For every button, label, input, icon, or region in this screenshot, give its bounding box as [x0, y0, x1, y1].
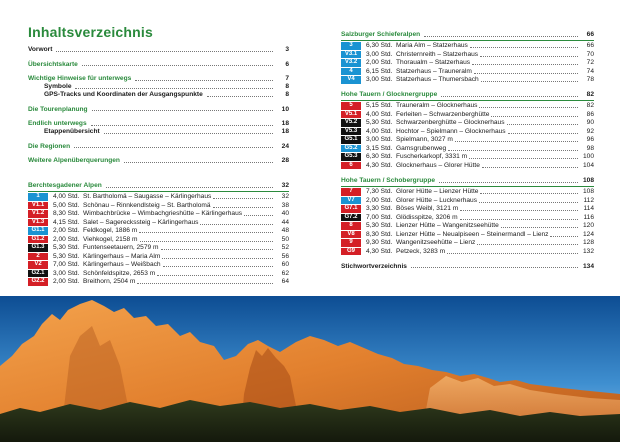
tour-code-badge: G5.2 [341, 145, 361, 153]
tour-row[interactable] [341, 205, 594, 214]
toc-entry-page: 3 [285, 46, 289, 53]
toc-entry-weitere-alpenueberquerungen[interactable] [28, 157, 289, 165]
tour-duration: 5,30 Std. [53, 252, 80, 260]
tour-duration: 3,30 Std. [366, 205, 393, 212]
tour-page: 112 [583, 196, 594, 204]
section-heading[interactable] [341, 177, 594, 185]
tour-title: Thoraualm – Statzerhaus [396, 59, 471, 67]
tour-row[interactable] [341, 239, 594, 248]
tour-page: 66 [586, 42, 594, 50]
tour-duration: 5,15 Std. [366, 102, 393, 110]
tour-code-badge: V5.2 [341, 119, 361, 127]
tour-page: 124 [582, 230, 594, 238]
leader-dots [441, 96, 578, 97]
toc-entry-label: Symbole [44, 83, 72, 91]
tour-duration: 4,30 Std. [366, 247, 393, 255]
section-heading-page: 66 [586, 31, 594, 38]
tour-row[interactable] [341, 119, 594, 128]
tour-row[interactable] [28, 210, 289, 219]
toc-right-column [341, 31, 594, 270]
tour-page: 120 [582, 222, 594, 229]
leader-dots [455, 141, 578, 142]
tour-code-badge: G1.1 [28, 227, 48, 235]
tour-title: Maria Alm – Statzerhaus [396, 42, 468, 50]
tour-row[interactable] [341, 50, 594, 59]
toc-entry-page: 134 [582, 262, 594, 270]
leader-dots [508, 133, 578, 134]
leader-dots [411, 267, 578, 268]
tour-code-badge: G5.1 [341, 136, 361, 144]
tour-title: Fuscherkarkopf, 3331 m [396, 153, 468, 161]
tour-row[interactable] [341, 67, 594, 76]
tour-code-badge: V7 [341, 197, 361, 205]
section-divider [341, 186, 594, 187]
tour-row[interactable] [28, 261, 289, 270]
leader-dots [162, 258, 273, 259]
leader-dots [460, 219, 578, 220]
tour-duration: 2,00 Std. [53, 235, 80, 243]
tour-page: 50 [281, 235, 289, 243]
leader-dots [106, 187, 273, 188]
toc-entry-label: Weitere Alpenüberquerungen [28, 157, 120, 165]
tour-duration: 5,30 Std. [366, 222, 393, 229]
tour-page: 72 [586, 59, 594, 67]
section-heading-page: 32 [281, 182, 289, 190]
tour-page: 114 [583, 205, 594, 212]
tour-page: 52 [281, 244, 289, 252]
leader-dots [460, 210, 578, 211]
leader-dots [135, 80, 273, 81]
tour-row[interactable] [28, 278, 289, 287]
tour-row[interactable] [341, 102, 594, 111]
toc-entry-label: Die Tourenplanung [28, 105, 88, 113]
tour-row[interactable] [28, 235, 289, 244]
tour-duration: 9,30 Std. [366, 239, 393, 246]
tour-row[interactable] [28, 218, 289, 227]
leader-dots [472, 64, 578, 65]
tour-title: Lienzer Hütte – Neualpiseen – Steinermandl – Lienz [396, 230, 549, 238]
leader-dots [91, 125, 273, 126]
toc-entry-uebersichtskarte[interactable] [28, 61, 289, 69]
section-berchtesgadener-alpen [28, 182, 289, 286]
leader-dots [140, 241, 274, 242]
tour-code-badge: G2.1 [28, 270, 48, 278]
tour-code-badge: G7.2 [341, 214, 361, 222]
leader-dots [474, 73, 578, 74]
leader-dots [82, 65, 273, 66]
toc-entry-page: 7 [285, 75, 289, 83]
spacer [28, 99, 289, 106]
tour-code-badge: V1.2 [28, 210, 48, 218]
tour-code-badge: 9 [341, 239, 361, 247]
leader-dots [200, 224, 273, 225]
tour-title: Christernreith – Statzerhaus [396, 50, 479, 58]
leader-dots [163, 266, 273, 267]
tour-title: Gamsgrubenweg [396, 144, 447, 152]
tour-row[interactable] [341, 136, 594, 145]
tour-code-badge: V3.1 [341, 51, 361, 59]
tour-page: 116 [583, 213, 594, 221]
tour-page: 32 [281, 193, 289, 201]
leader-dots [470, 47, 578, 48]
tour-duration: 8,30 Std. [53, 210, 80, 218]
toc-entry-symbole[interactable] [28, 83, 289, 91]
leader-dots [424, 36, 578, 37]
tour-title: Viehkogel, 2158 m [83, 235, 138, 243]
tour-duration: 7,00 Std. [366, 213, 393, 221]
leader-dots [124, 162, 273, 163]
toc-entry-vorwort[interactable] [28, 46, 289, 54]
section-heading-page: 82 [586, 91, 594, 99]
tour-row[interactable] [341, 196, 594, 205]
tour-page: 44 [281, 218, 289, 226]
tour-page: 108 [582, 188, 594, 195]
tour-code-badge: 6 [341, 162, 361, 170]
leader-dots [244, 215, 273, 216]
leader-dots [104, 133, 273, 134]
toc-entry-label: Übersichtskarte [28, 60, 78, 68]
tour-duration: 2,00 Std. [366, 196, 393, 204]
tour-row[interactable] [341, 127, 594, 136]
tour-row[interactable] [28, 201, 289, 210]
tour-code-badge: V8 [341, 231, 361, 239]
tour-page: 60 [281, 261, 289, 269]
tour-title: Böses Weibl, 3121 m [396, 205, 459, 212]
tour-title: Kärlingerhaus – Maria Alm [83, 252, 161, 260]
leader-dots [56, 51, 273, 52]
leader-dots [161, 249, 273, 250]
tour-page: 62 [281, 269, 289, 277]
leader-dots [507, 124, 579, 125]
tour-row[interactable] [341, 222, 594, 231]
toc-entry-page: 18 [281, 120, 289, 128]
tour-title: Kärlingerhaus – Weißbach [83, 261, 161, 269]
tour-title: Schönfeldspitze, 2653 m [83, 269, 156, 277]
tour-title: St. Bartholomä – Saugasse – Kärlingerhaus [83, 193, 212, 201]
tour-page: 104 [582, 161, 594, 169]
toc-entry-label: Endlich unterwegs [28, 120, 87, 128]
tour-title: Schönau – Rinnkendlsteig – St. Bartholomä [83, 201, 211, 209]
tour-title: Feldkogel, 1886 m [83, 227, 138, 235]
tour-title: Breithorn, 2504 m [83, 278, 136, 286]
leader-dots [75, 88, 273, 89]
toc-entry-page: 8 [285, 83, 289, 91]
tour-title: Ferleiten – Schwarzenberghütte [396, 110, 490, 118]
tour-duration: 5,30 Std. [366, 119, 393, 127]
tour-page: 90 [586, 119, 594, 127]
tour-page: 38 [281, 201, 289, 209]
leader-dots [439, 182, 578, 183]
section-divider [28, 191, 289, 192]
section-heading-page: 108 [582, 176, 594, 184]
tour-duration: 2,00 Std. [53, 227, 80, 235]
tour-code-badge: 2 [28, 253, 48, 261]
section-glocknergruppe [341, 91, 594, 170]
spacer [28, 150, 289, 157]
toc-entry-label: Etappenübersicht [44, 127, 100, 135]
leader-dots [469, 158, 578, 159]
leader-dots [137, 283, 273, 284]
tour-duration: 6,30 Std. [366, 153, 393, 161]
tour-title: Statzerhaus – Thumersbach [396, 76, 479, 84]
toc-entry-hinweise[interactable] [28, 75, 289, 83]
tour-row[interactable] [341, 110, 594, 119]
leader-dots [481, 81, 578, 82]
tour-title: Funtenseetauern, 2579 m [83, 244, 159, 252]
leader-dots [213, 198, 273, 199]
tour-duration: 3,00 Std. [366, 76, 393, 84]
leader-dots [157, 275, 273, 276]
toc-entry-label: Stichwortverzeichnis [341, 262, 407, 270]
toc-entry-page: 10 [281, 105, 289, 113]
tour-code-badge: V5.1 [341, 111, 361, 119]
tour-code-badge: 3 [341, 42, 361, 50]
tour-row[interactable] [341, 230, 594, 239]
tour-page: 128 [582, 239, 594, 246]
tour-row[interactable] [341, 153, 594, 162]
tour-row[interactable] [28, 193, 289, 202]
tour-code-badge: G7.1 [341, 205, 361, 213]
page-title: Inhaltsverzeichnis [28, 24, 153, 40]
spacer [28, 54, 289, 61]
tour-duration: 6,30 Std. [366, 42, 393, 50]
toc-entry-page: 28 [281, 157, 289, 165]
section-heading-label: Berchtesgadener Alpen [28, 182, 102, 190]
tour-code-badge: G5.3 [341, 153, 361, 161]
leader-dots [479, 107, 578, 108]
tour-title: Schwarzenberghütte – Glocknerhaus [396, 119, 505, 127]
tour-code-badge: G2.2 [28, 278, 48, 286]
leader-dots [477, 244, 578, 245]
tour-duration: 7,30 Std. [366, 188, 393, 195]
leader-dots [550, 236, 578, 237]
tour-page: 100 [582, 153, 594, 161]
toc-entry-regionen[interactable] [28, 143, 289, 151]
tour-duration: 2,00 Std. [366, 59, 393, 67]
leader-dots [479, 202, 578, 203]
spacer [28, 68, 289, 75]
leader-dots [207, 96, 273, 97]
tour-page: 74 [586, 67, 594, 75]
tour-code-badge: 4 [341, 68, 361, 76]
section-heading[interactable] [341, 31, 594, 39]
leader-dots [448, 150, 578, 151]
tour-duration: 4,00 Std. [366, 127, 393, 135]
tour-duration: 2,00 Std. [53, 278, 80, 286]
toc-entry-label: Die Regionen [28, 142, 71, 150]
mountain-panorama-photo [0, 296, 620, 442]
toc-entry-page: 24 [281, 142, 289, 150]
spacer [28, 136, 289, 143]
tour-page: 86 [586, 110, 594, 118]
tour-duration: 4,15 Std. [53, 218, 80, 226]
tour-code-badge: V1.1 [28, 202, 48, 210]
tour-page: 98 [586, 144, 594, 152]
tour-code-badge: V2 [28, 261, 48, 269]
tour-duration: 3,00 Std. [366, 50, 393, 58]
tour-row[interactable] [341, 188, 594, 197]
tour-code-badge: 7 [341, 188, 361, 196]
tour-page: 96 [586, 136, 594, 144]
tour-code-badge: 5 [341, 102, 361, 110]
spacer [28, 113, 289, 120]
tour-title: Petzeck, 3283 m [396, 247, 446, 255]
tour-title: Lienzer Hütte – Wangenitzseehütte [396, 222, 499, 229]
toc-entry-endlich-unterwegs[interactable] [28, 120, 289, 128]
tour-page: 132 [582, 247, 594, 255]
spacer [28, 165, 289, 182]
section-schobergruppe [341, 177, 594, 256]
toc-left-column [28, 46, 289, 292]
leader-dots [139, 232, 273, 233]
section-heading-label: Hohe Tauern / Schobergruppe [341, 176, 436, 184]
section-divider [341, 100, 594, 101]
section-heading-label: Salzburger Schieferalpen [341, 31, 421, 38]
tour-row[interactable] [28, 252, 289, 261]
toc-entry-label: Wichtige Hinweise für unterwegs [28, 75, 132, 83]
tour-code-badge: 1 [28, 193, 48, 201]
tour-page: 70 [586, 50, 594, 58]
tour-duration: 3,15 Std. [366, 144, 393, 152]
toc-entry-label: Vorwort [28, 46, 53, 53]
toc-entry-page: 18 [281, 127, 289, 135]
section-divider [341, 40, 594, 41]
toc-entry-tourenplanung[interactable] [28, 106, 289, 114]
section-heading[interactable] [28, 182, 289, 190]
tour-row[interactable] [28, 244, 289, 253]
leader-dots [491, 116, 578, 117]
tour-duration: 4,00 Std. [53, 193, 80, 201]
tour-code-badge: G1.2 [28, 236, 48, 244]
tour-code-badge: 8 [341, 222, 361, 230]
tour-title: Glocknerhaus – Glorer Hütte [396, 161, 480, 169]
leader-dots [501, 227, 578, 228]
tour-code-badge: V1.3 [28, 219, 48, 227]
tour-row[interactable] [28, 227, 289, 236]
tour-duration: 8,30 Std. [366, 230, 393, 238]
tour-code-badge: G1.3 [28, 244, 48, 252]
tour-page: 48 [281, 227, 289, 235]
tour-row[interactable] [28, 269, 289, 278]
tour-row[interactable] [341, 213, 594, 222]
tour-page: 92 [586, 127, 594, 135]
tour-page: 64 [281, 278, 289, 286]
tour-duration: 3,00 Std. [366, 136, 393, 144]
tour-title: Wimbachbrücke – Wimbachgrieshütte – Kärlingerhaus [83, 210, 243, 218]
tour-page: 40 [281, 210, 289, 218]
tour-duration: 5,30 Std. [53, 244, 80, 252]
tour-duration: 4,30 Std. [366, 161, 393, 169]
leader-dots [480, 193, 578, 194]
section-salzburger-schieferalpen [341, 31, 594, 84]
tour-title: Hochtor – Spielmann – Glocknerhaus [396, 127, 506, 135]
tour-duration: 5,00 Std. [53, 201, 80, 209]
tour-title: Glorer Hütte – Lienzer Hütte [396, 188, 479, 195]
tour-page: 82 [586, 102, 594, 110]
tour-title: Glödisspitze, 3206 m [396, 213, 458, 221]
section-heading[interactable] [341, 91, 594, 99]
tour-page: 56 [281, 252, 289, 260]
tour-row[interactable] [341, 59, 594, 68]
tour-code-badge: V5.3 [341, 128, 361, 136]
tour-title: Wangenitzseehütte – Lienz [396, 239, 476, 246]
tour-code-badge: V4 [341, 76, 361, 84]
tour-title: Statzerhaus – Trauneralm [396, 67, 472, 75]
tour-title: Salet – Sagereckssteig – Kärlingerhaus [83, 218, 199, 226]
toc-entry-page: 6 [285, 60, 289, 68]
tour-duration: 3,00 Std. [53, 269, 80, 277]
tour-title: Trauneralm – Glocknerhaus [396, 102, 478, 110]
tour-row[interactable] [341, 76, 594, 85]
toc-entry-stichwortverzeichnis[interactable] [341, 263, 594, 271]
toc-entry-gps[interactable] [28, 91, 289, 99]
tour-row[interactable] [341, 144, 594, 153]
toc-entry-label: GPS-Tracks und Koordinaten der Ausgangspunkte [44, 90, 203, 98]
tour-row[interactable] [341, 247, 594, 256]
toc-entry-etappenuebersicht[interactable] [28, 128, 289, 136]
leader-dots [213, 207, 273, 208]
tour-duration: 6,15 Std. [366, 67, 393, 75]
tour-row[interactable] [341, 161, 594, 170]
section-heading-label: Hohe Tauern / Glocknergruppe [341, 91, 438, 99]
tour-duration: 7,00 Std. [53, 261, 80, 269]
tour-row[interactable] [341, 42, 594, 51]
tour-page: 78 [586, 76, 594, 84]
leader-dots [480, 56, 578, 57]
leader-dots [447, 253, 578, 254]
leader-dots [482, 167, 578, 168]
leader-dots [92, 110, 273, 111]
toc-entry-page: 8 [285, 90, 289, 98]
tour-duration: 4,00 Std. [366, 110, 393, 118]
leader-dots [74, 147, 273, 148]
tour-code-badge: G9 [341, 248, 361, 256]
tour-title: Glorer Hütte – Lucknerhaus [396, 196, 477, 204]
tour-code-badge: V3.2 [341, 59, 361, 67]
tour-title: Spielmann, 3027 m [396, 136, 453, 144]
